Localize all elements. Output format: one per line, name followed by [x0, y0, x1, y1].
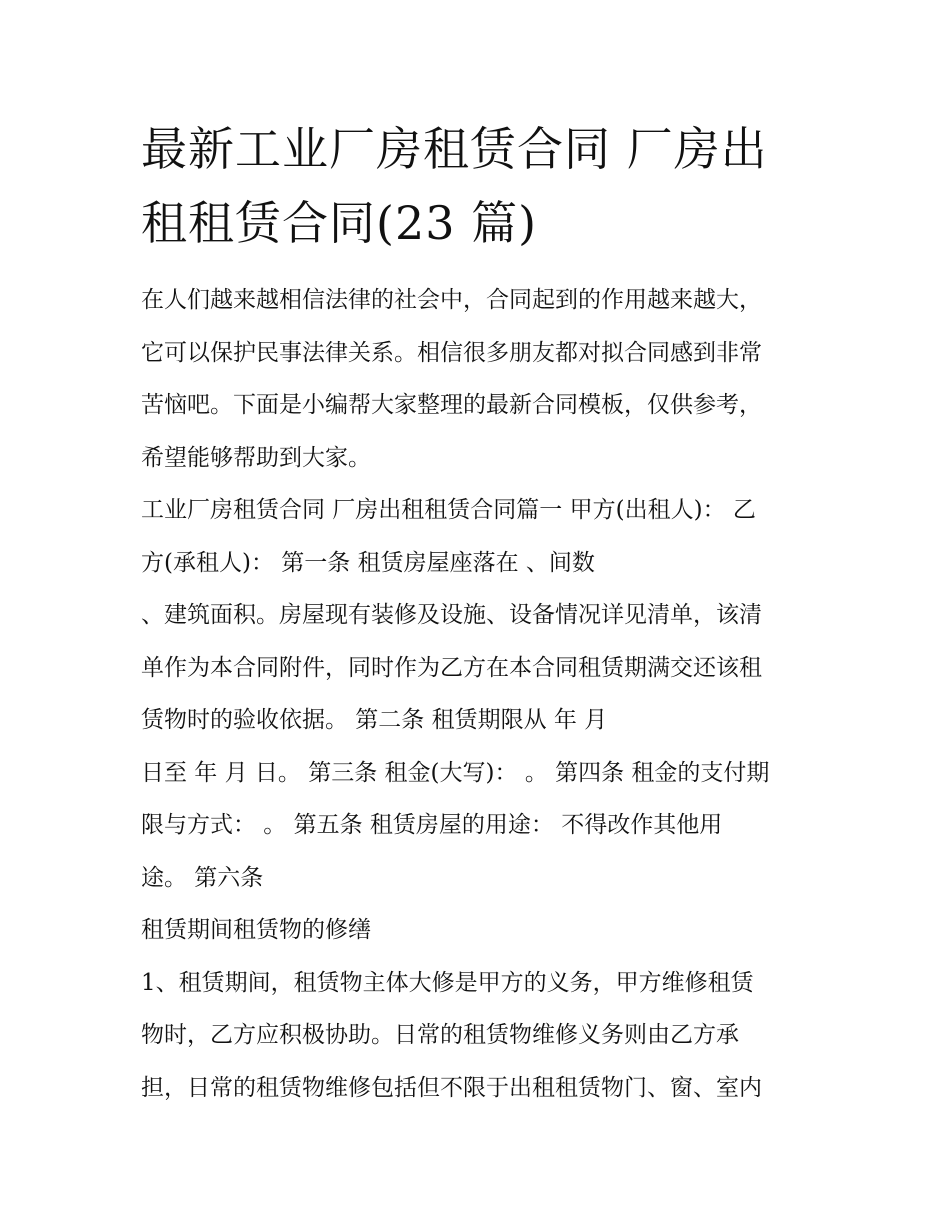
body-line: 、建筑面积。房屋现有装修及设施、设备情况详见清单，该清 — [141, 602, 762, 628]
title-line-1: 最新工业厂房租赁合同 厂房出 — [141, 122, 768, 176]
body-line: 物时，乙方应积极协助。日常的租赁物维修义务则由乙方承 — [141, 1022, 739, 1048]
body-line: 担，日常的租赁物维修包括但不限于出租租赁物门、窗、室内 — [141, 1074, 762, 1101]
document-page — [141, 112, 821, 1114]
body-line: 限与方式： 。 第五条 租赁房屋的用途： 不得改作其他用 — [141, 812, 723, 838]
title-line-2: 租租赁合同(23 篇) — [141, 196, 538, 250]
body-line: 在人们越来越相信法律的社会中，合同起到的作用越来越大， — [141, 287, 762, 313]
body-line: 日至 年 月 日。 第三条 租金(大写)： 。 第四条 租金的支付期 — [141, 759, 770, 786]
document-title — [141, 112, 821, 260]
section-heading: 租赁期间租赁物的修缮 — [141, 917, 371, 943]
body-line: 单作为本合同附件，同时作为乙方在本合同租赁期满交还该租 — [141, 654, 762, 681]
body-line: 赁物时的验收依据。 第二条 租赁期限从 年 月 — [141, 707, 608, 733]
body-line: 1、租赁期间，租赁物主体大修是甲方的义务，甲方维修租赁 — [141, 969, 754, 996]
body-line: 工业厂房租赁合同 厂房出租租赁合同篇一 甲方(出租人)： 乙 — [141, 497, 756, 523]
body-line: 方(承租人)： 第一条 租赁房屋座落在 、间数 — [141, 549, 595, 576]
body-line: 希望能够帮助到大家。 — [141, 444, 371, 471]
body-line: 它可以保护民事法律关系。相信很多朋友都对拟合同感到非常 — [141, 339, 762, 366]
body-line: 途。 第六条 — [141, 864, 264, 891]
body-line: 苦恼吧。下面是小编帮大家整理的最新合同模板，仅供参考， — [141, 392, 762, 418]
document-body — [141, 274, 821, 1114]
